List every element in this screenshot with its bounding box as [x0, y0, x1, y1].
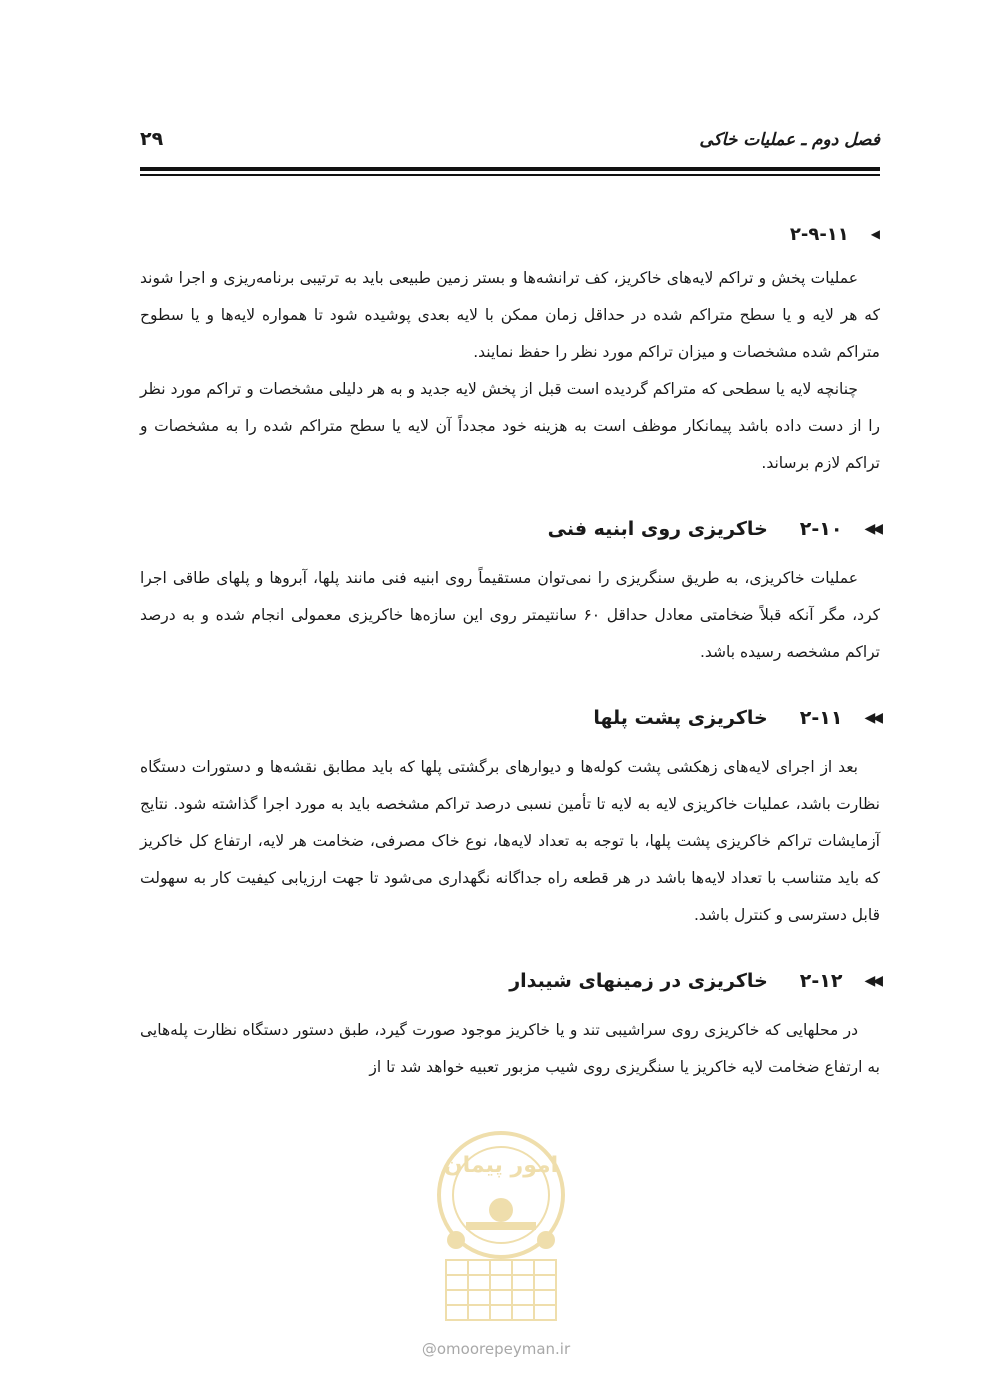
section-heading-2-11: [140, 703, 880, 733]
chapter-title: فصل دوم ـ عملیات خاکی: [699, 130, 880, 150]
section-title: خاکریزی روی ابنیه فنی: [547, 518, 768, 540]
watermark-url: @omoorepeyman.ir: [421, 1340, 571, 1358]
subsection-heading-2-9-11: [140, 222, 880, 246]
section-number: ۲-۱۰: [799, 518, 843, 540]
section-title: خاکریزی پشت پلها: [593, 707, 768, 729]
section-heading-2-12: [140, 966, 880, 996]
watermark-seal-icon: [406, 1110, 596, 1330]
double-arrow-bullet-icon: ◀◀: [864, 521, 880, 537]
section-number: ۲-۱۲: [799, 970, 843, 992]
paragraph: عملیات خاکریزی، به طریق سنگریزی را نمی‌توان مستقیماً روی ابنیه فنی مانند پلها، آبروها و پلهای طاقی اجرا کرد، مگر آنکه قبلاً ضخامتی معادل حداقل ۶۰ سانتیمتر روی این سازه‌ها خاکریزی معمولی انجام شده و به درصد تراکم مشخصه رسیده باشد.: [140, 569, 880, 661]
section-heading-2-10: [140, 514, 880, 544]
double-arrow-bullet-icon: ◀◀: [864, 973, 880, 989]
paragraph: بعد از اجرای لایه‌های زهکشی پشت کوله‌ها و دیوارهای برگشتی پلها که باید مطابق نقشه‌ها و دستورات دستگاه نظارت باشد، عملیات خاکریزی لایه به لایه تا تأمین نسبی درصد تراکم مشخصه باید به مورد اجرا گذاشته شود. نتایج آزمایشات تراکم خاکریزی پشت پلها، با توجه به تعداد لایه‌ها، نوع خاک مصرفی، ضخامت هر لایه، ارتفاع کل خاکریز که باید متناسب با تعداد لایه‌ها باشد در هر قطعه راه جداگانه نگهداری می‌شود تا جهت ارزیابی کیفیت کار به سهولت قابل دسترسی و کنترل باشد.: [140, 758, 880, 924]
paragraph: عملیات پخش و تراکم لایه‌های خاکریز، کف ترانشه‌ها و بستر زمین طبیعی باید به ترتیبی برنامه‌ریزی و اجرا شوند که هر لایه و یا سطح متراکم شده در حداقل زمان ممکن با لایه بعدی پوشیده شود تا همواره لایه‌ها و یا سطوح متراکم شده مشخصات و میزان تراکم مورد نظر را حفظ نمایند.: [140, 269, 880, 361]
watermark-logo-text: امور پیمان: [443, 1153, 559, 1178]
double-arrow-bullet-icon: ◀◀: [864, 710, 880, 726]
paragraph: چنانچه لایه یا سطحی که متراکم گردیده است قبل از پخش لایه جدید و به هر دلیلی مشخصات و تراکم مورد نظر را از دست داده باشد پیمانکار موظف است به هزینه خود مجدداً آن لایه یا سطح متراکم شده را به مشخصات و تراکم لازم برساند.: [140, 380, 880, 472]
paragraph: در محلهایی که خاکریزی روی سراشیبی تند و یا خاکریز موجود صورت گیرد، طبق دستور دستگاه نظارت پله‌هایی به ارتفاع ضخامت لایه خاکریز یا سنگریزی روی شیب مزبور تعبیه خواهد شد تا از: [140, 1021, 880, 1076]
header-rule-thin: [140, 174, 880, 176]
page-content: [140, 222, 880, 1086]
section-number: ۲-۱۱: [799, 707, 843, 729]
page-number: ۲۹: [140, 128, 164, 150]
header-rule-thick: [140, 167, 880, 171]
arrow-bullet-icon: ◀: [870, 227, 880, 241]
subsection-number: ۲-۹-۱۱: [789, 223, 849, 245]
section-title: خاکریزی در زمینهای شیبدار: [509, 970, 768, 992]
